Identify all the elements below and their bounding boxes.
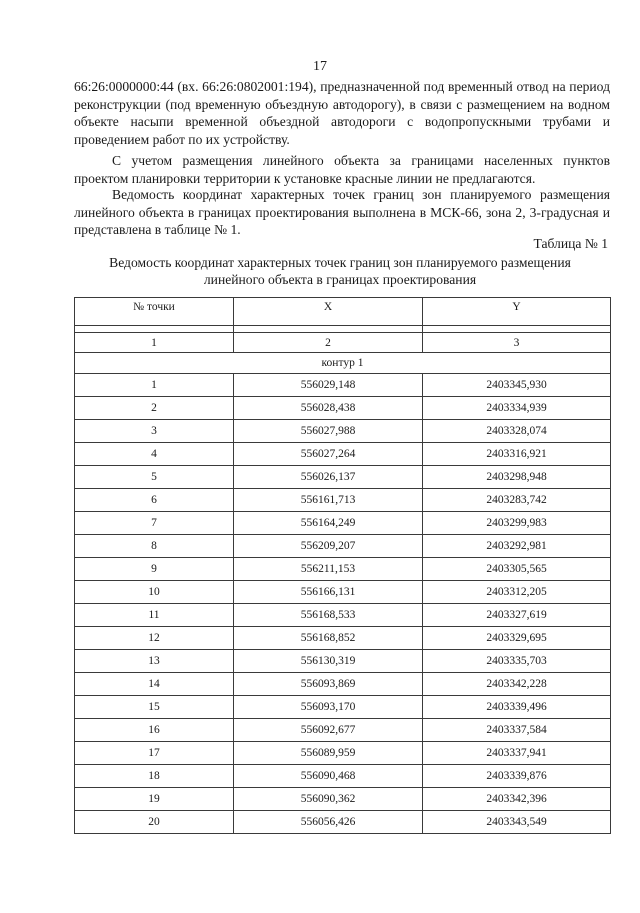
header-x: X [234,298,423,326]
cell-y: 2403342,228 [423,673,611,696]
cell-point-number: 8 [75,535,234,558]
cell-y: 2403339,876 [423,765,611,788]
cell-point-number: 19 [75,788,234,811]
cell-y: 2403334,939 [423,397,611,420]
column-number-2: 2 [234,333,423,353]
cell-x: 556161,713 [234,489,423,512]
table-row [75,489,611,512]
table-row [75,512,611,535]
cell-point-number: 1 [75,374,234,397]
cell-x: 556211,153 [234,558,423,581]
cell-point-number: 15 [75,696,234,719]
contour-row [75,353,611,374]
cell-point-number: 3 [75,420,234,443]
cell-y: 2403342,396 [423,788,611,811]
cell-point-number: 2 [75,397,234,420]
table-row [75,742,611,765]
cell-point-number: 14 [75,673,234,696]
cell-x: 556166,131 [234,581,423,604]
table-header-row [75,298,611,326]
cell-point-number: 18 [75,765,234,788]
table-row [75,443,611,466]
table-row [75,719,611,742]
table-row [75,604,611,627]
page-number: 17 [313,59,327,74]
table-row [75,765,611,788]
coordinates-table [74,297,611,834]
cell-y: 2403316,921 [423,443,611,466]
cell-y: 2403337,584 [423,719,611,742]
column-number-3: 3 [423,333,611,353]
cell-point-number: 20 [75,811,234,834]
cell-point-number: 9 [75,558,234,581]
table-row [75,558,611,581]
cell-y: 2403305,565 [423,558,611,581]
cell-x: 556026,137 [234,466,423,489]
cell-point-number: 11 [75,604,234,627]
column-number-1: 1 [75,333,234,353]
cell-x: 556209,207 [234,535,423,558]
cell-x: 556168,852 [234,627,423,650]
table-gap-row [75,326,611,333]
cell-x: 556164,249 [234,512,423,535]
cell-y: 2403345,930 [423,374,611,397]
table-row [75,696,611,719]
cell-x: 556027,988 [234,420,423,443]
cell-point-number: 12 [75,627,234,650]
table-label: Таблица № 1 [533,236,608,251]
paragraph-coordinates-statement: Ведомость координат характерных точек границ зон планируемого размещения линейного объекта в границах проектирования выполнена в МСК-66, зона 2, 3-градусная и представлена в таблице № 1. [74,187,610,237]
cell-y: 2403283,742 [423,489,611,512]
table-row [75,650,611,673]
cell-y: 2403312,205 [423,581,611,604]
cell-y: 2403328,074 [423,420,611,443]
cell-x: 556168,533 [234,604,423,627]
table-row [75,466,611,489]
contour-label: контур 1 [75,353,611,374]
paragraph-red-lines: С учетом размещения линейного объекта за границами населенных пунктов проектом планировки территории к установке красные линии не предлагаются. [74,153,610,186]
cell-y: 2403329,695 [423,627,611,650]
cell-y: 2403327,619 [423,604,611,627]
table-row [75,627,611,650]
cell-x: 556093,170 [234,696,423,719]
cell-point-number: 16 [75,719,234,742]
cell-x: 556028,438 [234,397,423,420]
cell-x: 556092,677 [234,719,423,742]
table-title: Ведомость координат характерных точек границ зон планируемого размещения линейного объекта в границах проектирования [109,255,571,287]
table-row [75,811,611,834]
table-row [75,581,611,604]
table-row [75,788,611,811]
cell-point-number: 10 [75,581,234,604]
cell-y: 2403337,941 [423,742,611,765]
cell-y: 2403339,496 [423,696,611,719]
cell-point-number: 5 [75,466,234,489]
cell-x: 556056,426 [234,811,423,834]
cell-point-number: 6 [75,489,234,512]
cell-x: 556027,264 [234,443,423,466]
cell-y: 2403292,981 [423,535,611,558]
cell-x: 556029,148 [234,374,423,397]
header-y: Y [423,298,611,326]
paragraph-land-plot: 66:26:0000000:44 (вх. 66:26:0802001:194), предназначенной под временный отвод на период реконструкции (под временную объездную автодорогу), в связи с размещением на водном объекте насыпи временной объездной автодороги с водопропускными трубами и проведением работ по их устройству. [74,79,610,147]
cell-y: 2403299,983 [423,512,611,535]
cell-x: 556090,468 [234,765,423,788]
cell-point-number: 13 [75,650,234,673]
cell-x: 556093,869 [234,673,423,696]
cell-x: 556130,319 [234,650,423,673]
cell-point-number: 4 [75,443,234,466]
cell-y: 2403343,549 [423,811,611,834]
cell-x: 556090,362 [234,788,423,811]
cell-point-number: 7 [75,512,234,535]
table-row [75,397,611,420]
cell-y: 2403298,948 [423,466,611,489]
table-row [75,420,611,443]
cell-point-number: 17 [75,742,234,765]
table-row [75,374,611,397]
cell-y: 2403335,703 [423,650,611,673]
header-point-number: № точки [75,298,234,326]
cell-x: 556089,959 [234,742,423,765]
table-row [75,673,611,696]
table-row [75,535,611,558]
column-number-row [75,333,611,353]
